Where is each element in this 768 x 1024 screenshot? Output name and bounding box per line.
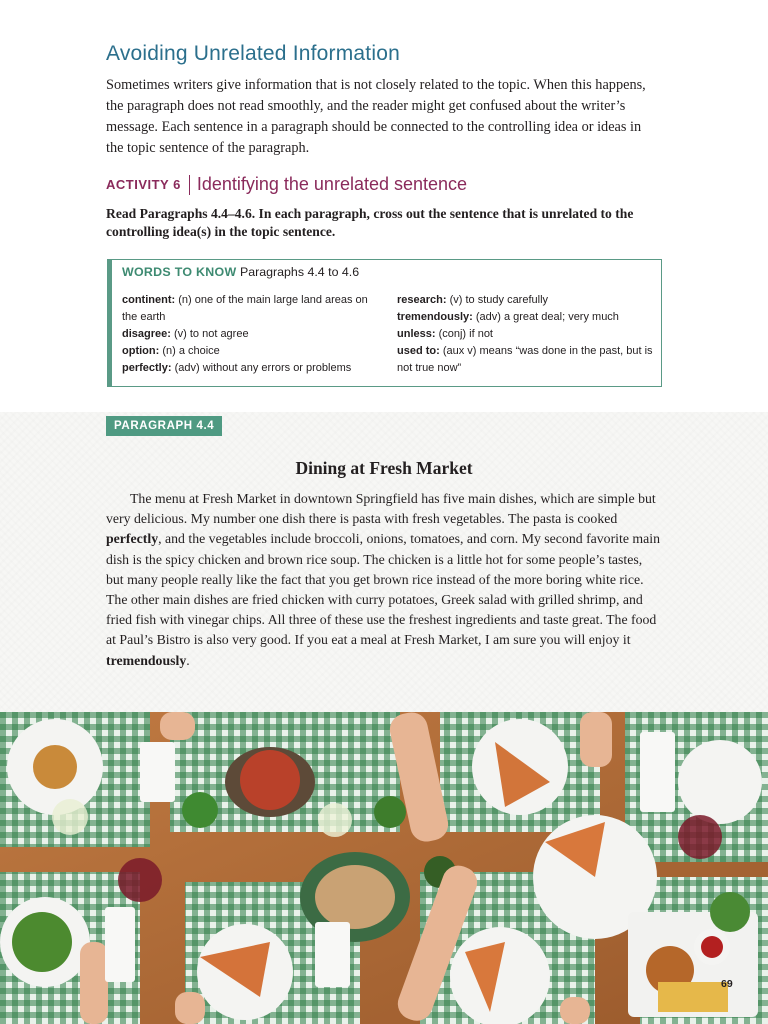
activity-label: ACTIVITY 6 bbox=[106, 177, 181, 192]
paragraph-text: , and the vegetables include broccoli, onions, tomatoes, and corn. My second favorite main dish is the spicy chicken and brown rice soup. The chicken is a little hot for some people’s tastes, but many people really like the fact that you get brown rice instead of the more boring white rice. The other main dishes are fried chicken with curry potatoes, Greek salad with grilled shrimp, and fried fish with vinegar chips. All three of these use the freshest ingredients and taste great. The food at Paul’s Bistro is also very good. If you eat a meal at Fresh Market, I am sure you will enjoy it bbox=[106, 531, 661, 648]
vocab-highlight: perfectly bbox=[106, 531, 159, 547]
vocab-term: disagree: bbox=[122, 328, 171, 340]
paragraph-title: Dining at Fresh Market bbox=[295, 458, 473, 478]
food-table-photo bbox=[0, 712, 768, 1024]
vocab-term: unless: bbox=[397, 328, 436, 340]
activity-divider bbox=[189, 175, 190, 195]
vocab-term: tremendously: bbox=[397, 311, 473, 323]
vocab-definition: (adv) without any errors or problems bbox=[174, 362, 352, 374]
words-to-know-title: WORDS TO KNOW bbox=[122, 265, 237, 279]
vocab-term: option: bbox=[122, 345, 160, 357]
vocab-column-left bbox=[122, 292, 382, 377]
vocab-definition: (adv) a great deal; very much bbox=[475, 311, 619, 323]
vocab-entry bbox=[122, 326, 382, 343]
paragraph-body bbox=[106, 489, 662, 671]
section-intro: Sometimes writers give information that is not closely related to the topic. When this happens, the paragraph does not read smoothly, and the reader might get confused about the writer’s message. Each sentence in a paragraph should be connected to the controlling idea or ideas in the topic sentence of the paragraph. bbox=[106, 77, 646, 156]
activity-heading bbox=[106, 174, 467, 195]
vocab-definition: (n) one of the main large land areas on the earth bbox=[122, 294, 368, 323]
vocab-entry bbox=[122, 343, 382, 360]
vocab-term: perfectly: bbox=[122, 362, 172, 374]
paragraph-tag: PARAGRAPH 4.4 bbox=[106, 416, 222, 436]
vocab-definition: (v) to not agree bbox=[173, 328, 249, 340]
vocab-term: continent: bbox=[122, 294, 176, 306]
vocab-entry bbox=[397, 292, 667, 309]
vocab-entry bbox=[397, 309, 667, 326]
page-top bbox=[0, 0, 768, 410]
words-to-know-subtitle: Paragraphs 4.4 to 4.6 bbox=[239, 265, 360, 279]
vocab-column-right bbox=[397, 292, 667, 377]
paragraph-text: The menu at Fresh Market in downtown Springfield has five main dishes, which are simple but very delicious. My number one dish there is pasta with fresh vegetables. The pasta is cooked bbox=[106, 491, 656, 527]
page-number: 69 bbox=[721, 978, 733, 990]
words-to-know-box bbox=[107, 259, 662, 387]
vocab-highlight: tremendously bbox=[106, 652, 187, 668]
vocab-definition: (conj) if not bbox=[438, 328, 493, 340]
vocab-definition: (aux v) means “was done in the past, but is not true now” bbox=[397, 345, 653, 374]
words-to-know-header bbox=[122, 265, 359, 279]
vocab-definition: (n) a choice bbox=[162, 345, 220, 357]
activity-title: Identifying the unrelated sentence bbox=[196, 174, 468, 194]
vocab-definition: (v) to study carefully bbox=[449, 294, 549, 306]
vocab-entry bbox=[122, 360, 382, 377]
vocab-term: research: bbox=[397, 294, 447, 306]
paragraph-text: . bbox=[186, 652, 190, 668]
vocab-term: used to: bbox=[397, 345, 440, 357]
vocab-entry bbox=[122, 292, 382, 326]
vocab-entry bbox=[397, 326, 667, 343]
activity-instructions: Read Paragraphs 4.4–4.6. In each paragraph, cross out the sentence that is unrelated to the controlling idea(s) in the topic sentence. bbox=[106, 206, 634, 239]
section-heading: Avoiding Unrelated Information bbox=[106, 42, 400, 65]
vocab-entry bbox=[397, 343, 667, 377]
